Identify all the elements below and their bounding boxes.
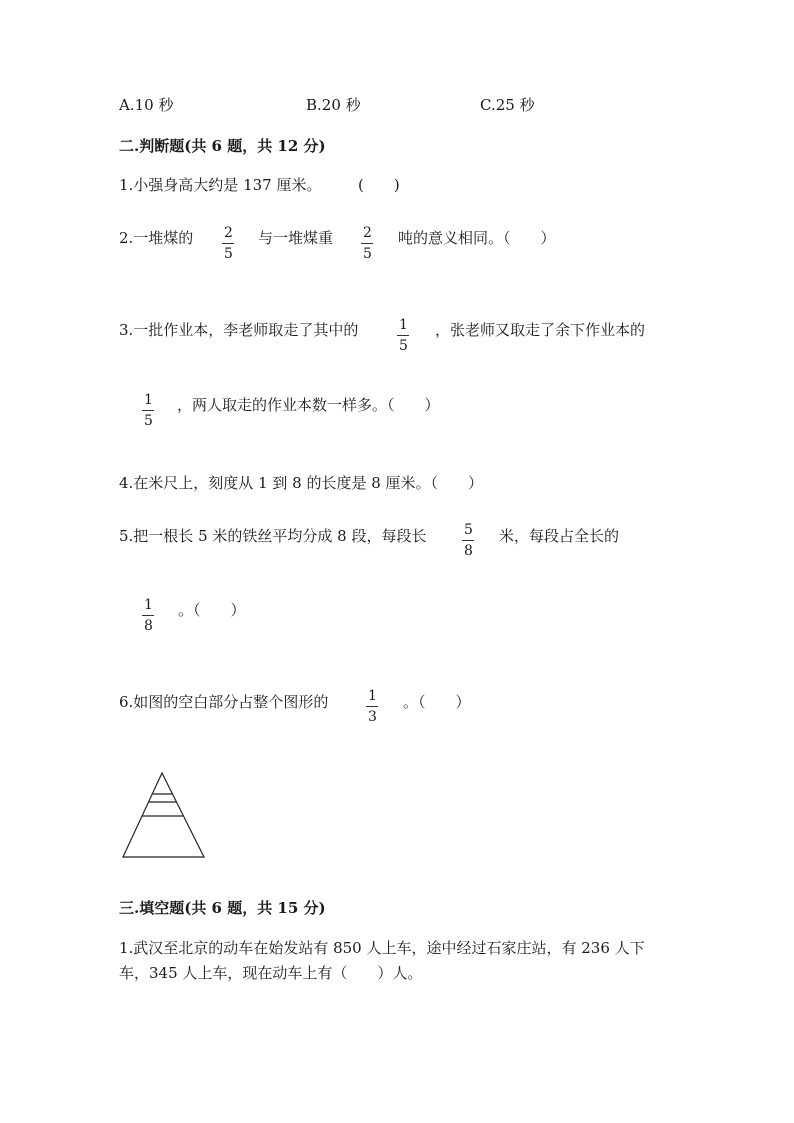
q2-frac2-numerator: 2 xyxy=(363,225,372,241)
q2-part1: 2.一堆煤的 xyxy=(119,229,194,247)
choice-b: B.20 秒 xyxy=(306,96,361,114)
q5-part1: 5.把一根长 5 米的铁丝平均分成 8 段，每段长 xyxy=(119,527,427,545)
q5-frac2-numerator: 1 xyxy=(144,597,153,613)
q2-part2: 与一堆煤重 xyxy=(258,229,334,247)
q5-part3: 。（ ） xyxy=(178,601,246,619)
q3-part1: 3.一批作业本，李老师取走了其中的 xyxy=(119,321,359,339)
q2-fraction-2 xyxy=(361,226,374,261)
q6-fraction-1 xyxy=(366,689,379,724)
q2-fraction-1 xyxy=(222,226,235,261)
q1-text: 1.小强身高大约是 137 厘米。 xyxy=(119,176,322,194)
q3-frac1-denominator: 5 xyxy=(399,338,408,354)
triangle-figure xyxy=(118,770,210,862)
q5-frac2-denominator: 8 xyxy=(144,618,153,634)
q3-frac2-numerator: 1 xyxy=(144,392,153,408)
q6-part1: 6.如图的空白部分占整个图形的 xyxy=(119,693,329,711)
q1-paren: ( ) xyxy=(358,176,400,194)
q4-text: 4.在米尺上，刻度从 1 到 8 的长度是 8 厘米。（ ） xyxy=(119,474,484,492)
q3-fraction-1 xyxy=(397,318,410,353)
choice-c: C.25 秒 xyxy=(480,96,535,114)
q2-frac1-numerator: 2 xyxy=(224,225,233,241)
q5-part2: 米，每段占全长的 xyxy=(499,527,620,545)
section-2-title: 二.判断题(共 6 题，共 12 分) xyxy=(119,137,326,155)
s3-q1-line2: 车，345 人上车，现在动车上有（ ）人。 xyxy=(119,964,423,982)
q3-frac1-numerator: 1 xyxy=(399,317,408,333)
q3-part2: ，张老师又取走了余下作业本的 xyxy=(435,321,646,339)
choice-a: A.10 秒 xyxy=(119,96,174,114)
q3-fraction-2 xyxy=(142,393,155,428)
q5-frac1-denominator: 8 xyxy=(464,543,473,559)
s3-q1-line1: 1.武汉至北京的动车在始发站有 850 人上车，途中经过石家庄站，有 236 人下 xyxy=(119,939,645,957)
q2-frac1-denominator: 5 xyxy=(224,246,233,262)
q2-part3: 吨的意义相同。（ ） xyxy=(398,229,556,247)
q5-fraction-1 xyxy=(462,523,475,558)
q6-frac1-denominator: 3 xyxy=(368,709,377,725)
triangle-outline xyxy=(123,773,204,857)
q5-fraction-2 xyxy=(142,598,155,633)
q5-frac1-numerator: 5 xyxy=(464,522,473,538)
q6-part2: 。（ ） xyxy=(403,693,471,711)
q6-frac1-numerator: 1 xyxy=(368,688,377,704)
q3-frac2-denominator: 5 xyxy=(144,413,153,429)
section-3-title: 三.填空题(共 6 题，共 15 分) xyxy=(119,899,326,917)
q2-frac2-denominator: 5 xyxy=(363,246,372,262)
q3-part3: ，两人取走的作业本数一样多。（ ） xyxy=(177,396,440,414)
